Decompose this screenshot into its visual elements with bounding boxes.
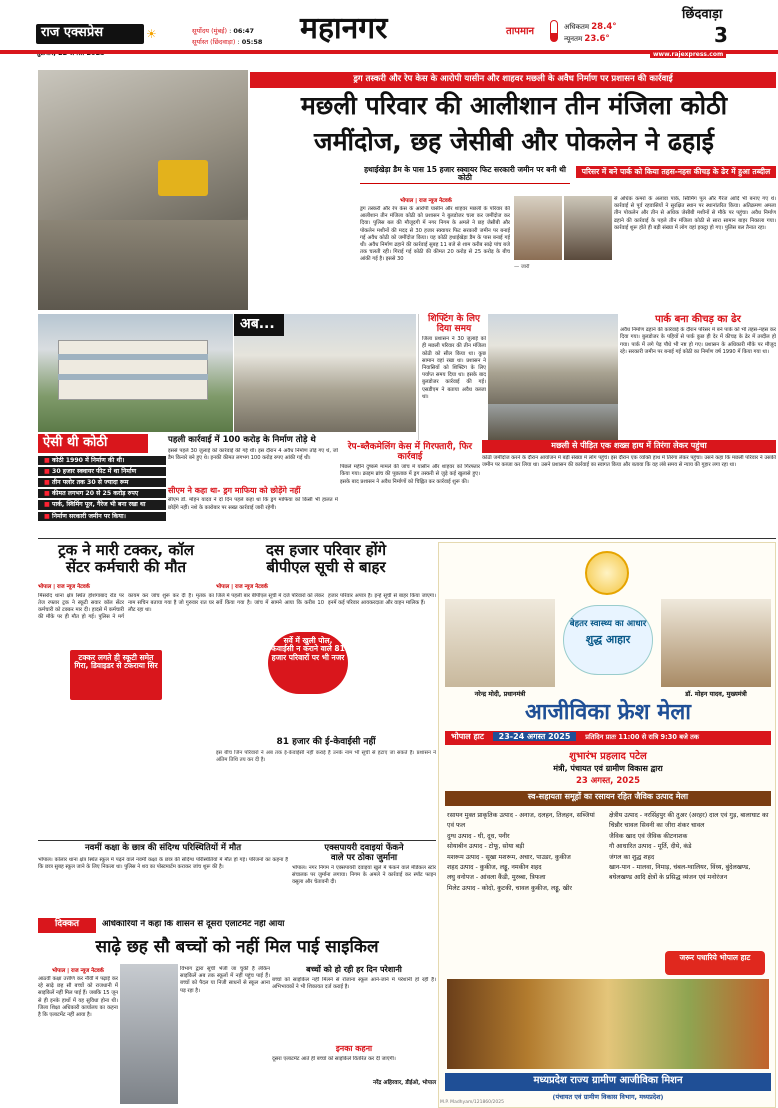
products-photo bbox=[447, 979, 769, 1069]
brand-logo: राज एक्सप्रेस bbox=[36, 24, 144, 44]
section-title: महानगर bbox=[300, 11, 388, 46]
lead-demolition-photo bbox=[38, 70, 248, 310]
lead-body: ड्रग तस्करी और रेप केस के आरोपी यासीन और शाहवर मछली के परिवार की आलीशान तीन मंजिला कोठी को प्रशासन ने बुलडोजर चला कर जमींदोज कर दिया। पुलिस बल की मौजूदगी में नगर निगम के अमले ने छह जेसीबी और पोकलेन मशीनों की मदद से 30 हजार स्क्वायर फिट सरकारी जमीन पर बनाई गई अवैध कोठी को जमींदोज किया। यह कोठी हथाईखेड़ा डैम के पास बनाई गई थी। अवैध निर्माण ढहाने की कार्रवाई सुबह 11 बजे से शाम करीब साढ़े पांच बजे तक चलती रही। गिराई गई कोठी की कीमत 20 करोड़ से 25 करोड़ के बीच आंकी गई है। इससे 30 bbox=[360, 206, 510, 263]
max-value: 28.4° bbox=[591, 22, 617, 32]
ad-org: मध्यप्रदेश राज्य ग्रामीण आजीविका मिशन bbox=[445, 1073, 771, 1091]
pm-caption: नरेन्द्र मोदी, प्रधानमंत्री bbox=[474, 690, 526, 698]
ab-label: अब... bbox=[234, 314, 284, 336]
lead-body-2: से अधिक कमरों के अलावा पार्क, स्विमिंग पूल और गैरेज आदि भी बनाए गए थे। कार्रवाई से पूर्व रहवासियों ने सुरक्षित स्थान पर स्थानांतरित किया। अतिक्रमण अमला तीन पोकलेन और तीन से अधिक जेसीबी मशीनों से मौके पर पहुंचा। अवैध निर्माण ढहाने की कार्रवाई के पहले तीन मंजिला कोठी से सारा सामान बाहर निकाला गया। कार्रवाई शुरू होते ही बड़ी संख्या में लोग वहां इकट्ठा हो गए। पुलिस बल तैनात रहा। bbox=[614, 196, 776, 231]
lead-subhead-2: परिसर में बने पार्क को किया तहस-नहस कीचड़ के ढेर में हुआ तब्दील bbox=[576, 166, 776, 178]
bpl-byline: भोपाल | राज न्यूज नेटवर्क bbox=[216, 583, 268, 590]
first-action-box bbox=[168, 436, 338, 534]
ad-title: आजीविका फ्रेश मेला bbox=[524, 700, 692, 725]
park-title: पार्क बना कीचड़ का ढेर bbox=[655, 314, 741, 325]
cycle-subhead-2: इनका कहना bbox=[335, 1043, 373, 1053]
cycle-byline: भोपाल | राज न्यूज नेटवर्क bbox=[52, 968, 104, 974]
inaug-label: शुभारंभ प्रहलाद पटेल bbox=[569, 751, 647, 762]
page-number: 3 bbox=[714, 23, 728, 47]
product-item: शहद उत्पाद - कुकीज, लड्डू, नमकीन शहद bbox=[447, 864, 542, 872]
lead-subhead-1: हथाईखेड़ा डैम के पास 15 हजार स्क्वायर फिट सरकारी जमीन पर बनी थी कोठी bbox=[360, 166, 570, 184]
product-item: खान-पान - मालवा, निमाड़, चंबल-ग्वालियर, विंध्य, बुंदेलखण्ड, बघेलखण्ड आदि क्षेत्रों के प्रसिद्ध व्यंजन एवं मनोरंजन bbox=[609, 864, 751, 882]
product-item: मशरूम उत्पाद - सूखा मशरूम, अचार, पाउडर, कुकीज bbox=[447, 853, 571, 861]
tiranga-title: मछली से पीड़ित एक शख्स हाथ में तिरंगा लेकर पहुंचा bbox=[482, 440, 776, 453]
expiry-body: भोपाल। नगर निगम ने एक्सपायरी दवाइयां खुले में फेंकने वाले मेडिकल स्टोर संचालक पर जुर्माना लगाया। निगम के अमले ने कार्रवाई कर स्पॉट फाइन वसूला और चेतावनी दी। bbox=[292, 865, 436, 886]
sunrise-label: सूर्योदय (मुंबई) bbox=[192, 27, 227, 35]
aisi-item: ■ पार्क, स्विमिंग पूल, गैरेज भी बना रखा था bbox=[38, 500, 166, 509]
product-item: सोयाबीन उत्पाद - टोफू, सोया बड़ी bbox=[447, 843, 525, 851]
sunset: सूर्यास्त (छिंदवाड़ा) : 05:58 bbox=[192, 38, 263, 46]
accused-photo-2 bbox=[564, 196, 612, 260]
tiranga-box bbox=[482, 440, 776, 534]
cycles-photo bbox=[120, 964, 178, 1104]
first-body: इससे पहले 30 जुलाई को कार्रवाई की गई थी। इस दौरान 4 अवैध निर्माण तोड़े गए थे, जो डैम किनारे बने हुए थे। इनकी कीमत लगभग 100 करोड़ रुपए आंकी गई थी। bbox=[168, 447, 338, 461]
lead-headline-2: जमींदोज, छह जेसीबी और पोकलेन ने ढहाई bbox=[314, 127, 714, 156]
product-item: मिलेट उत्पाद - कोदो, कुटकी, चावल कुकीज, लड्डू, खीर bbox=[447, 884, 572, 892]
aisi-title: ऐसी थी कोठी bbox=[38, 434, 148, 453]
intro-circle bbox=[563, 605, 653, 675]
expiry-story bbox=[292, 844, 436, 914]
divider bbox=[38, 840, 436, 841]
ad-code: M.P. Madhyam/121860/2025 bbox=[440, 1100, 505, 1105]
left-products bbox=[447, 811, 603, 894]
tiranga-body: कोठी जमींदोज करने के दौरान आयोजन में बड़ी संख्या में लोग पहुंचे। इस दौरान एक व्यक्ति हाथ में तिरंगा लेकर पहुंचा। उसने कहा कि मछली परिवार ने उसकी जमीन पर कब्जा कर लिया था। उसने प्रशासन की कार्रवाई का स्वागत किया और बताया कि वह लंबे समय से न्याय की गुहार लगा रहा था। bbox=[482, 454, 776, 469]
sun-icon: ☀ bbox=[146, 27, 157, 41]
product-item: लघु वनोपज - आंवला कैंडी, मुरब्बा, त्रिफला bbox=[447, 874, 546, 882]
aisi-item: ■ 30 हजार स्क्वायर फीट में था निर्माण bbox=[38, 467, 166, 476]
cycle-body-2: विभाग द्वारा सूची भेजी जा चुकी है लेकिन साइकिलें अब तक स्कूलों में नहीं पहुंच पाई हैं। बच्चों को पैदल या निजी साधनों से स्कूल आना पड़ रहा है। bbox=[180, 966, 270, 994]
bpl-title-2: बीपीएल सूची से बाहर bbox=[266, 557, 386, 576]
right-products bbox=[609, 811, 771, 884]
bpl-body-2: इस बीच जिन परिवारों ने अब तक ई-केवाईसी नहीं कराई है उनके नाम भी सूची से हटाए जा सकते हैं। प्रशासन ने अंतिम तिथि तय कर दी है। bbox=[216, 749, 436, 763]
ad-venue bbox=[445, 731, 771, 745]
inaug-date: 23 अगस्त, 2025 bbox=[575, 776, 641, 786]
bpl-subhead: 81 हजार की ई-केवाईसी नहीं bbox=[276, 736, 376, 747]
diqqat-label: दिक्कत bbox=[38, 918, 96, 933]
rape-case-box bbox=[340, 442, 480, 534]
section-divider bbox=[38, 538, 776, 539]
truck-title-1: ट्रक ने मारी टक्कर, कॉल bbox=[58, 541, 194, 559]
accused-photo-1 bbox=[514, 196, 562, 260]
cm-caption: डॉ. मोहन यादव, मुख्यमंत्री bbox=[685, 690, 747, 698]
navmi-story bbox=[38, 844, 288, 914]
aisi-item: ■ कोठी 1990 में निर्माण की थी। bbox=[38, 456, 166, 465]
bpl-title-1: दस हजार परिवार होंगे bbox=[265, 541, 387, 559]
sunset-time: 05:58 bbox=[241, 38, 263, 46]
min-temp bbox=[564, 34, 610, 44]
rape-body: पिछले महीने दुष्कर्म मामले की जांच में यासीन और शाहवर को गिरफ्तार किया गया। क्राइम ब्रांच की पूछताछ में ड्रग तस्करी से जुड़े कई खुलासे हुए। इसके बाद प्रशासन ने अवैध निर्माणों को चिह्नित कर कार्रवाई शुरू की। bbox=[340, 464, 480, 485]
rape-title: रेप-ब्लैकमेलिंग केस में गिरफ्तारी, फिर कार्रवाई bbox=[347, 442, 473, 463]
cycle-side bbox=[272, 966, 436, 1104]
max-temp bbox=[564, 22, 617, 32]
product-item: रसायन मुक्त प्राकृतिक उत्पाद - अनाज, दलहन, तिलहन, सब्जियां एवं फल bbox=[447, 812, 595, 830]
truck-byline: भोपाल | राज न्यूज नेटवर्क bbox=[38, 583, 90, 590]
product-item: जैविक खाद एवं जैविक कीटनाशक bbox=[609, 832, 688, 840]
temp-label: तापमान bbox=[506, 26, 535, 37]
park-box bbox=[620, 314, 776, 438]
cycle-body: आठवीं कक्षा उत्तीर्ण कर नौवीं में पढ़ाई कर रहे साढ़े छह सौ बच्चों को राजधानी में साइकिलें नहीं मिल पाई हैं। जबकि 15 जून से ही इनके हाथों में यह सुविधा होना थी। जिला शिक्षा अधिकारी कार्यालय का कहना है कि एलाटमेंट नहीं आया है। bbox=[38, 976, 118, 1019]
cycle-kicker-bar bbox=[38, 918, 436, 934]
product-item: क्षेत्रीय उत्पाद - नरसिंहपुर की तुअर (अरहर) दाल एवं गुड़, बालाघाट का चिन्नौर चावल सिवनी का जीरा शंकर चावल bbox=[609, 812, 769, 830]
kothi-before-photo bbox=[38, 314, 233, 432]
cm-body: सीएम डॉ. मोहन यादव ने दो दिन पहले कहा था कि ड्रग माफिया को किसी भी हालत में छोड़ेंगे नहीं। नशे के कारोबार पर सख्त कार्रवाई जारी रहेगी। bbox=[168, 497, 338, 511]
product-item: जंगल का शुद्ध शहद bbox=[609, 853, 655, 861]
emblem-icon bbox=[585, 551, 629, 595]
site-url[interactable]: www.rajexpress.com bbox=[650, 51, 726, 58]
aisi-item: ■ तीन फ्लोर तक 30 से ज्यादा रूम bbox=[38, 478, 166, 487]
navmi-title: नवमीं कक्षा के छात्र की संदिग्ध परिस्थितियों में मौत bbox=[84, 843, 242, 853]
park-body: अवैध निर्माण ढहाने की कार्रवाई के दौरान परिसर में बने पार्क को भी तहस-नहस कर दिया गया। बुलडोजर के पहियों से पार्क कुछ ही देर में कीचड़ के ढेर में तब्दील हो गया। पार्क में लगे पेड़ पौधे भी नष्ट हो गए। प्रशासन के अधिकारी मौके पर मौजूद रहे। सरकारी जमीन पर बनाई गई कोठी का निर्माण वर्ष 1990 में किया गया था। bbox=[620, 327, 776, 355]
cycle-kicker: अधिकारियों ने कहा कि शासन से दूसरा एलाटमेंट नहीं आया bbox=[102, 920, 285, 929]
cm-title: सीएम ने कहा था- ड्रग माफिया को छोड़ेंगे नहीं bbox=[168, 485, 301, 495]
min-value: 23.6° bbox=[584, 34, 610, 44]
expiry-title-1: एक्सपायरी दवाइयां फेंकने bbox=[324, 843, 404, 853]
product-item: दुग्ध उत्पाद - घी, दूध, पनीर bbox=[447, 832, 510, 840]
cycle-sign: नरेंद्र अहिरवार, डीईओ, भोपाल bbox=[373, 1079, 436, 1086]
jcb-machine-icon bbox=[158, 160, 208, 196]
lead-byline: भोपाल | राज न्यूज नेटवर्क bbox=[400, 198, 452, 204]
cycle-quote: दूसरा एलाटमेंट आते ही बच्चों को साइकिलें वितरित कर दी जाएंगी। bbox=[272, 1055, 396, 1062]
timing: प्रतिदिन प्रातः 11:00 से रात्रि 9:30 बजे तक bbox=[585, 733, 699, 741]
rubble-photo bbox=[488, 314, 618, 404]
lead-headline-1: मछली परिवार की आलीशान तीन मंजिला कोठी bbox=[300, 91, 728, 120]
max-label: अधिकतम bbox=[564, 23, 590, 31]
truck-body: मिसरोद थाना क्षेत्र स्थित होशंगाबाद रोड पर तेज रफ्तार ट्रक ने स्कूटी सवार कॉल सेंटर कर्मचारी को टक्कर मार दी। हादसे में कर्मचारी की मौके पर ही मौत हो गई। पुलिस ने मर्ग कायम कर जांच शुरू कर दी है। मृतक का नाम सचिन बताया गया है जो गुरुवार रात घर लौट रहा था। bbox=[38, 592, 214, 621]
mela-advertisement bbox=[438, 542, 776, 1108]
truck-title-2: सेंटर कर्मचारी की मौत bbox=[65, 557, 187, 576]
kothi-after-photo bbox=[234, 314, 416, 432]
sunset-label: सूर्यास्त (छिंदवाड़ा) bbox=[192, 38, 236, 46]
sunrise-time: 06:47 bbox=[233, 27, 255, 35]
masthead bbox=[0, 0, 778, 60]
shifting-title: शिफ्टिंग के लिए दिया समय bbox=[428, 314, 480, 335]
city-name: छिंदवाड़ा bbox=[682, 7, 723, 22]
lead-kicker: ड्रग तस्करी और रेप केस के आरोपी यासीन और शाहवर मछली के अवैध निर्माण पर प्रशासन की कार्रवाई bbox=[250, 72, 776, 88]
product-item: गौ आधारित उत्पाद - मूर्ति, दीये, कंडे bbox=[609, 843, 692, 851]
aisi-thi-box bbox=[38, 434, 166, 532]
ad-tag: जरूर पधारिये भोपाल हाट bbox=[665, 951, 765, 975]
min-label: न्यूनतम bbox=[564, 35, 583, 43]
truck-callout: टक्कर लगते ही स्कूटी समेत गिरा, डिवाइडर से टकराया सिर bbox=[70, 650, 162, 700]
aisi-item: ■ कीमत लगभग 20 से 25 करोड़ रुपए bbox=[38, 489, 166, 498]
intro-text-2: शुद्ध आहार bbox=[585, 633, 631, 646]
navmi-body: भोपाल। कोलार थाना क्षेत्र स्थित स्कूल में पढ़ने वाले नवमीं कक्षा के छात्र की संदिग्ध परिस्थितियों में मौत हो गई। परिजनों का कहना है कि छात्र सुबह स्कूल जाने के लिए निकला था। पुलिस ने शव का पोस्टमार्टम कराकर जांच शुरू की है। bbox=[38, 856, 288, 870]
inaug-by: मंत्री, पंचायत एवं ग्रामीण विकास द्वारा bbox=[553, 764, 663, 773]
bpl-callout: सर्वे में खुली पोल, केवाईसी न कराने वाले 81 हजार परिवारों पर भी नजर bbox=[268, 632, 348, 694]
ad-band: स्व-सहायता समूहों का रसायन रहित जैविक उत्पाद मेला bbox=[445, 791, 771, 806]
cm-photo bbox=[661, 599, 771, 687]
venue: भोपाल हाट bbox=[451, 732, 484, 741]
pm-photo bbox=[445, 599, 555, 687]
ad-org-sub: (पंचायत एवं ग्रामीण विकास विभाग, मध्यप्रदेश) bbox=[552, 1093, 664, 1101]
cycle-subhead: बच्चों को हो रही हर दिन परेशानी bbox=[306, 965, 402, 974]
cycle-headline: साढ़े छह सौ बच्चों को नहीं मिल पाई साइकिल bbox=[95, 937, 379, 957]
shifting-body: जिला प्रशासन ने 30 जुलाई को ही मछली परिवार की तीन मंजिला कोठी को सील किया था। कुछ सामान वहां रखा था। प्रशासन ने निवासियों को शिफ्टिंग के लिए पर्याप्त समय दिया था। इसके बाद बुलडोजर कार्रवाई की गई। एसडीएम ने बताया अवैध कब्जा था। bbox=[422, 336, 486, 400]
intro-text: बेहतर स्वास्थ्य का आधार bbox=[569, 619, 647, 629]
aisi-item: ■ निर्माण सरकारी जमीन पर किया। bbox=[38, 512, 166, 521]
crowd-photo bbox=[488, 404, 618, 440]
cycle-side-body: बच्चों को साइकिल नहीं मिलने से रोजाना स्कूल आने-जाने में परेशानी हो रही है। अभिभावकों ने भी शिकायत दर्ज कराई है। bbox=[272, 976, 436, 991]
dates: 23-24 अगस्त 2025 bbox=[493, 732, 577, 741]
first-title: पहली कार्रवाई में 100 करोड़ के निर्माण तोड़े थे bbox=[168, 435, 316, 445]
sunrise: सूर्योदय (मुंबई) : 06:47 bbox=[192, 27, 255, 35]
lead-body-3: — जारी bbox=[514, 264, 530, 270]
bpl-body: जिले में पहली बार बीपीएल सूची में दर्ज परिवारों को लेकर सर्वे किया गया है। जांच में सामने आया कि करीब 10 हजार परिवार अपात्र हैं। इन्हें सूची से बाहर किया जाएगा। इनमें कई परिवार आयकरदाता और वाहन मालिक हैं। bbox=[216, 592, 436, 606]
shifting-box bbox=[418, 314, 486, 440]
expiry-title-2: वाले पर ठोका जुर्माना bbox=[330, 852, 398, 863]
thermometer-icon bbox=[550, 20, 558, 42]
